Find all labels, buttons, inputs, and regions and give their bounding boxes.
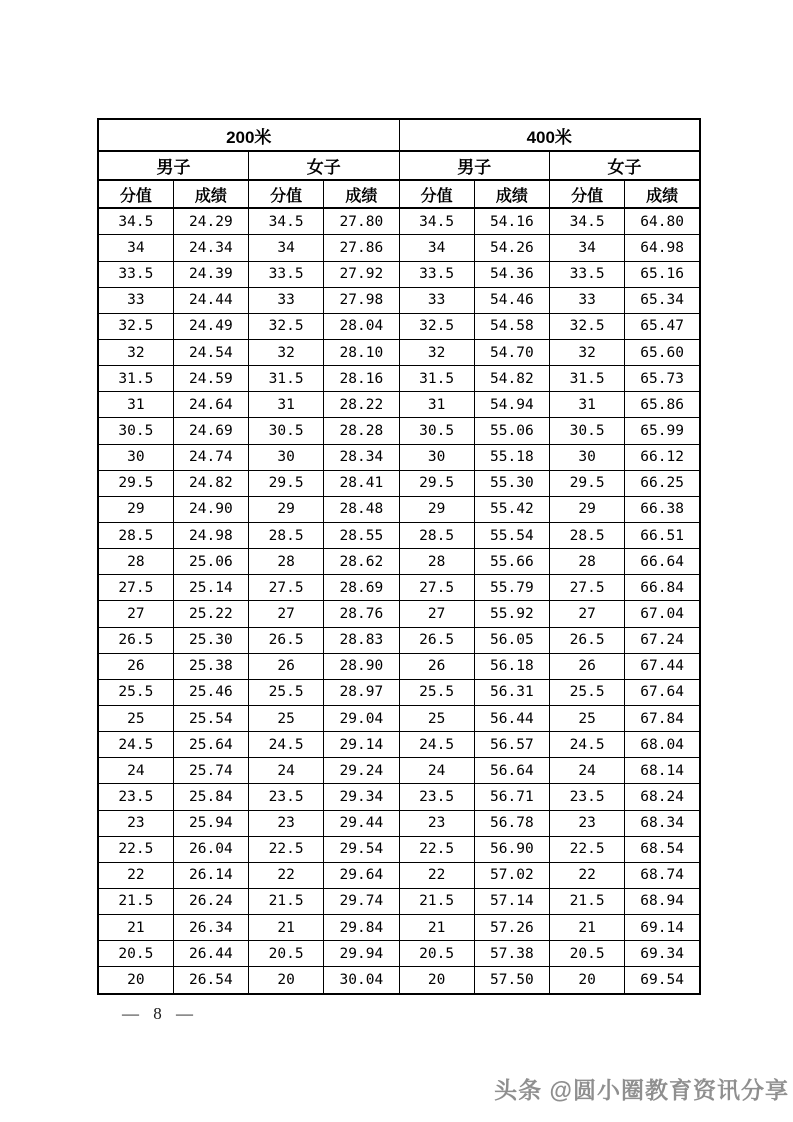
col-header-time: 成绩 bbox=[625, 180, 700, 208]
score-cell: 30.5 bbox=[399, 418, 474, 444]
table-row bbox=[98, 235, 700, 261]
score-cell: 30 bbox=[399, 444, 474, 470]
table-row bbox=[98, 627, 700, 653]
score-cell: 29.5 bbox=[399, 470, 474, 496]
score-cell: 26.5 bbox=[249, 627, 324, 653]
time-cell: 26.54 bbox=[173, 967, 248, 994]
time-cell: 30.04 bbox=[324, 967, 399, 994]
time-cell: 25.14 bbox=[173, 575, 248, 601]
score-cell: 22.5 bbox=[249, 836, 324, 862]
score-cell: 27.5 bbox=[249, 575, 324, 601]
score-cell: 22.5 bbox=[98, 836, 173, 862]
table-row bbox=[98, 915, 700, 941]
score-cell: 24 bbox=[550, 758, 625, 784]
score-cell: 26 bbox=[98, 653, 173, 679]
score-cell: 21.5 bbox=[249, 888, 324, 914]
score-cell: 21 bbox=[550, 915, 625, 941]
score-cell: 21 bbox=[399, 915, 474, 941]
time-cell: 55.79 bbox=[474, 575, 549, 601]
time-cell: 55.42 bbox=[474, 496, 549, 522]
score-cell: 29 bbox=[399, 496, 474, 522]
score-cell: 29.5 bbox=[249, 470, 324, 496]
col-header-score: 分值 bbox=[249, 180, 324, 208]
score-cell: 22 bbox=[399, 862, 474, 888]
score-cell: 26.5 bbox=[550, 627, 625, 653]
time-cell: 67.44 bbox=[625, 653, 700, 679]
time-cell: 56.44 bbox=[474, 705, 549, 731]
time-cell: 54.58 bbox=[474, 313, 549, 339]
score-cell: 21 bbox=[98, 915, 173, 941]
time-cell: 28.04 bbox=[324, 313, 399, 339]
score-cell: 20.5 bbox=[249, 941, 324, 967]
score-cell: 34.5 bbox=[249, 208, 324, 235]
table-row bbox=[98, 392, 700, 418]
score-cell: 20 bbox=[399, 967, 474, 994]
table-row bbox=[98, 522, 700, 548]
score-cell: 33.5 bbox=[399, 261, 474, 287]
time-cell: 27.98 bbox=[324, 287, 399, 313]
score-cell: 32 bbox=[249, 339, 324, 365]
time-cell: 29.24 bbox=[324, 758, 399, 784]
time-cell: 65.60 bbox=[625, 339, 700, 365]
time-cell: 24.39 bbox=[173, 261, 248, 287]
time-cell: 54.82 bbox=[474, 366, 549, 392]
score-cell: 27 bbox=[249, 601, 324, 627]
time-cell: 29.84 bbox=[324, 915, 399, 941]
gender-header-200m-female: 女子 bbox=[249, 151, 400, 180]
time-cell: 65.47 bbox=[625, 313, 700, 339]
time-cell: 57.26 bbox=[474, 915, 549, 941]
gender-header-row bbox=[98, 151, 700, 180]
time-cell: 56.90 bbox=[474, 836, 549, 862]
time-cell: 27.92 bbox=[324, 261, 399, 287]
score-cell: 25 bbox=[550, 705, 625, 731]
score-cell: 33.5 bbox=[550, 261, 625, 287]
score-cell: 34.5 bbox=[550, 208, 625, 235]
table-row bbox=[98, 888, 700, 914]
score-cell: 25.5 bbox=[98, 679, 173, 705]
time-cell: 55.54 bbox=[474, 522, 549, 548]
score-cell: 20 bbox=[98, 967, 173, 994]
table-row bbox=[98, 941, 700, 967]
score-cell: 27 bbox=[399, 601, 474, 627]
time-cell: 65.16 bbox=[625, 261, 700, 287]
score-cell: 30 bbox=[98, 444, 173, 470]
event-header-row bbox=[98, 119, 700, 151]
table-row bbox=[98, 339, 700, 365]
score-cell: 21 bbox=[249, 915, 324, 941]
time-cell: 28.34 bbox=[324, 444, 399, 470]
time-cell: 68.24 bbox=[625, 784, 700, 810]
col-header-score: 分值 bbox=[98, 180, 173, 208]
time-cell: 67.84 bbox=[625, 705, 700, 731]
score-cell: 32.5 bbox=[98, 313, 173, 339]
col-header-time: 成绩 bbox=[324, 180, 399, 208]
score-cell: 33.5 bbox=[98, 261, 173, 287]
time-cell: 25.54 bbox=[173, 705, 248, 731]
table-row bbox=[98, 810, 700, 836]
time-cell: 24.54 bbox=[173, 339, 248, 365]
time-cell: 24.49 bbox=[173, 313, 248, 339]
time-cell: 25.46 bbox=[173, 679, 248, 705]
table-row bbox=[98, 470, 700, 496]
time-cell: 24.34 bbox=[173, 235, 248, 261]
score-cell: 34 bbox=[399, 235, 474, 261]
score-cell: 31 bbox=[249, 392, 324, 418]
time-cell: 25.74 bbox=[173, 758, 248, 784]
table-row bbox=[98, 653, 700, 679]
score-cell: 29.5 bbox=[550, 470, 625, 496]
time-cell: 27.86 bbox=[324, 235, 399, 261]
score-cell: 31.5 bbox=[399, 366, 474, 392]
score-cell: 33 bbox=[249, 287, 324, 313]
score-cell: 31.5 bbox=[550, 366, 625, 392]
score-cell: 32 bbox=[399, 339, 474, 365]
time-cell: 55.66 bbox=[474, 549, 549, 575]
score-cell: 27.5 bbox=[550, 575, 625, 601]
score-cell: 20.5 bbox=[550, 941, 625, 967]
score-cell: 22.5 bbox=[399, 836, 474, 862]
time-cell: 29.64 bbox=[324, 862, 399, 888]
score-cell: 33.5 bbox=[249, 261, 324, 287]
col-header-score: 分值 bbox=[550, 180, 625, 208]
time-cell: 29.34 bbox=[324, 784, 399, 810]
watermark: 头条 @圆小圈教育资讯分享 bbox=[494, 1077, 789, 1103]
table-row bbox=[98, 496, 700, 522]
time-cell: 68.34 bbox=[625, 810, 700, 836]
score-cell: 25.5 bbox=[550, 679, 625, 705]
score-cell: 24 bbox=[98, 758, 173, 784]
time-cell: 28.10 bbox=[324, 339, 399, 365]
score-cell: 33 bbox=[98, 287, 173, 313]
score-cell: 30.5 bbox=[550, 418, 625, 444]
table-row bbox=[98, 549, 700, 575]
score-cell: 30 bbox=[550, 444, 625, 470]
time-cell: 64.80 bbox=[625, 208, 700, 235]
col-header-time: 成绩 bbox=[173, 180, 248, 208]
score-cell: 25.5 bbox=[399, 679, 474, 705]
time-cell: 28.76 bbox=[324, 601, 399, 627]
gender-header-400m-female: 女子 bbox=[550, 151, 701, 180]
time-cell: 24.74 bbox=[173, 444, 248, 470]
score-cell: 31.5 bbox=[249, 366, 324, 392]
table-row bbox=[98, 732, 700, 758]
score-cell: 20.5 bbox=[399, 941, 474, 967]
time-cell: 26.44 bbox=[173, 941, 248, 967]
score-cell: 29.5 bbox=[98, 470, 173, 496]
time-cell: 25.06 bbox=[173, 549, 248, 575]
time-cell: 29.44 bbox=[324, 810, 399, 836]
score-cell: 28.5 bbox=[550, 522, 625, 548]
column-header-row bbox=[98, 180, 700, 208]
time-cell: 65.73 bbox=[625, 366, 700, 392]
time-cell: 27.80 bbox=[324, 208, 399, 235]
time-cell: 68.94 bbox=[625, 888, 700, 914]
time-cell: 24.69 bbox=[173, 418, 248, 444]
score-cell: 29 bbox=[98, 496, 173, 522]
time-cell: 56.71 bbox=[474, 784, 549, 810]
score-cell: 23 bbox=[249, 810, 324, 836]
table-body bbox=[98, 208, 700, 994]
time-cell: 25.94 bbox=[173, 810, 248, 836]
event-header-400m: 400米 bbox=[399, 119, 700, 151]
time-cell: 29.04 bbox=[324, 705, 399, 731]
table-row bbox=[98, 287, 700, 313]
score-cell: 34 bbox=[550, 235, 625, 261]
score-cell: 29 bbox=[249, 496, 324, 522]
time-cell: 25.38 bbox=[173, 653, 248, 679]
score-cell: 22 bbox=[550, 862, 625, 888]
table-row bbox=[98, 418, 700, 444]
score-cell: 32.5 bbox=[399, 313, 474, 339]
score-cell: 25 bbox=[399, 705, 474, 731]
time-cell: 28.48 bbox=[324, 496, 399, 522]
score-cell: 28 bbox=[550, 549, 625, 575]
score-cell: 33 bbox=[399, 287, 474, 313]
score-cell: 34.5 bbox=[399, 208, 474, 235]
score-cell: 31.5 bbox=[98, 366, 173, 392]
time-cell: 28.97 bbox=[324, 679, 399, 705]
score-cell: 28.5 bbox=[98, 522, 173, 548]
score-cell: 27.5 bbox=[399, 575, 474, 601]
score-cell: 21.5 bbox=[550, 888, 625, 914]
score-cell: 24 bbox=[249, 758, 324, 784]
time-cell: 64.98 bbox=[625, 235, 700, 261]
time-cell: 24.98 bbox=[173, 522, 248, 548]
table-row bbox=[98, 758, 700, 784]
score-cell: 34 bbox=[98, 235, 173, 261]
score-cell: 22 bbox=[249, 862, 324, 888]
score-cell: 32.5 bbox=[249, 313, 324, 339]
score-cell: 28.5 bbox=[249, 522, 324, 548]
time-cell: 55.06 bbox=[474, 418, 549, 444]
table-row bbox=[98, 208, 700, 235]
gender-header-400m-male: 男子 bbox=[399, 151, 550, 180]
score-cell: 24.5 bbox=[399, 732, 474, 758]
col-header-time: 成绩 bbox=[474, 180, 549, 208]
score-cell: 24 bbox=[399, 758, 474, 784]
time-cell: 28.69 bbox=[324, 575, 399, 601]
time-cell: 28.90 bbox=[324, 653, 399, 679]
score-cell: 23.5 bbox=[98, 784, 173, 810]
time-cell: 29.94 bbox=[324, 941, 399, 967]
time-cell: 68.04 bbox=[625, 732, 700, 758]
score-cell: 26 bbox=[249, 653, 324, 679]
score-cell: 31 bbox=[399, 392, 474, 418]
score-cell: 28 bbox=[399, 549, 474, 575]
score-cell: 23.5 bbox=[399, 784, 474, 810]
score-cell: 34 bbox=[249, 235, 324, 261]
time-cell: 57.02 bbox=[474, 862, 549, 888]
time-cell: 24.44 bbox=[173, 287, 248, 313]
time-cell: 28.55 bbox=[324, 522, 399, 548]
table-row bbox=[98, 601, 700, 627]
score-cell: 27 bbox=[550, 601, 625, 627]
score-cell: 24.5 bbox=[550, 732, 625, 758]
score-cell: 25.5 bbox=[249, 679, 324, 705]
score-cell: 26 bbox=[550, 653, 625, 679]
score-cell: 28 bbox=[249, 549, 324, 575]
time-cell: 26.34 bbox=[173, 915, 248, 941]
time-cell: 28.22 bbox=[324, 392, 399, 418]
score-cell: 24.5 bbox=[249, 732, 324, 758]
score-cell: 31 bbox=[98, 392, 173, 418]
score-cell: 23 bbox=[399, 810, 474, 836]
score-cell: 22.5 bbox=[550, 836, 625, 862]
score-cell: 30.5 bbox=[249, 418, 324, 444]
time-cell: 28.16 bbox=[324, 366, 399, 392]
time-cell: 67.04 bbox=[625, 601, 700, 627]
time-cell: 57.38 bbox=[474, 941, 549, 967]
score-cell: 33 bbox=[550, 287, 625, 313]
score-cell: 23.5 bbox=[249, 784, 324, 810]
time-cell: 29.54 bbox=[324, 836, 399, 862]
time-cell: 54.94 bbox=[474, 392, 549, 418]
time-cell: 28.28 bbox=[324, 418, 399, 444]
table-row bbox=[98, 705, 700, 731]
score-cell: 26.5 bbox=[399, 627, 474, 653]
time-cell: 56.31 bbox=[474, 679, 549, 705]
time-cell: 66.51 bbox=[625, 522, 700, 548]
score-cell: 29 bbox=[550, 496, 625, 522]
score-cell: 30.5 bbox=[98, 418, 173, 444]
time-cell: 56.78 bbox=[474, 810, 549, 836]
score-cell: 24.5 bbox=[98, 732, 173, 758]
score-cell: 32 bbox=[98, 339, 173, 365]
score-cell: 25 bbox=[249, 705, 324, 731]
time-cell: 57.14 bbox=[474, 888, 549, 914]
time-cell: 66.25 bbox=[625, 470, 700, 496]
score-cell: 20.5 bbox=[98, 941, 173, 967]
score-cell: 21.5 bbox=[98, 888, 173, 914]
time-cell: 54.46 bbox=[474, 287, 549, 313]
table-row bbox=[98, 313, 700, 339]
score-table bbox=[97, 118, 701, 995]
table-row bbox=[98, 862, 700, 888]
time-cell: 66.12 bbox=[625, 444, 700, 470]
table-row bbox=[98, 444, 700, 470]
time-cell: 56.18 bbox=[474, 653, 549, 679]
time-cell: 56.64 bbox=[474, 758, 549, 784]
time-cell: 28.83 bbox=[324, 627, 399, 653]
time-cell: 25.22 bbox=[173, 601, 248, 627]
col-header-score: 分值 bbox=[399, 180, 474, 208]
score-cell: 21.5 bbox=[399, 888, 474, 914]
time-cell: 67.24 bbox=[625, 627, 700, 653]
score-cell: 26.5 bbox=[98, 627, 173, 653]
score-cell: 31 bbox=[550, 392, 625, 418]
time-cell: 24.90 bbox=[173, 496, 248, 522]
time-cell: 67.64 bbox=[625, 679, 700, 705]
time-cell: 54.36 bbox=[474, 261, 549, 287]
score-cell: 32.5 bbox=[550, 313, 625, 339]
table-row bbox=[98, 366, 700, 392]
time-cell: 56.57 bbox=[474, 732, 549, 758]
time-cell: 69.14 bbox=[625, 915, 700, 941]
time-cell: 68.54 bbox=[625, 836, 700, 862]
score-cell: 22 bbox=[98, 862, 173, 888]
time-cell: 56.05 bbox=[474, 627, 549, 653]
time-cell: 68.74 bbox=[625, 862, 700, 888]
time-cell: 26.04 bbox=[173, 836, 248, 862]
score-cell: 26 bbox=[399, 653, 474, 679]
time-cell: 24.29 bbox=[173, 208, 248, 235]
page-number: — 8 — bbox=[122, 1004, 198, 1023]
score-cell: 28 bbox=[98, 549, 173, 575]
score-cell: 34.5 bbox=[98, 208, 173, 235]
time-cell: 54.26 bbox=[474, 235, 549, 261]
gender-header-200m-male: 男子 bbox=[98, 151, 249, 180]
time-cell: 25.64 bbox=[173, 732, 248, 758]
table-row bbox=[98, 784, 700, 810]
score-cell: 27 bbox=[98, 601, 173, 627]
time-cell: 55.92 bbox=[474, 601, 549, 627]
table-row bbox=[98, 836, 700, 862]
score-cell: 28.5 bbox=[399, 522, 474, 548]
score-cell: 23 bbox=[98, 810, 173, 836]
table-row bbox=[98, 575, 700, 601]
score-cell: 32 bbox=[550, 339, 625, 365]
time-cell: 29.14 bbox=[324, 732, 399, 758]
time-cell: 28.41 bbox=[324, 470, 399, 496]
time-cell: 65.86 bbox=[625, 392, 700, 418]
time-cell: 26.14 bbox=[173, 862, 248, 888]
score-cell: 20 bbox=[249, 967, 324, 994]
time-cell: 66.84 bbox=[625, 575, 700, 601]
time-cell: 24.59 bbox=[173, 366, 248, 392]
time-cell: 69.54 bbox=[625, 967, 700, 994]
time-cell: 57.50 bbox=[474, 967, 549, 994]
time-cell: 25.84 bbox=[173, 784, 248, 810]
table-row bbox=[98, 967, 700, 994]
time-cell: 66.38 bbox=[625, 496, 700, 522]
time-cell: 55.18 bbox=[474, 444, 549, 470]
time-cell: 54.70 bbox=[474, 339, 549, 365]
time-cell: 69.34 bbox=[625, 941, 700, 967]
score-cell: 25 bbox=[98, 705, 173, 731]
score-cell: 23 bbox=[550, 810, 625, 836]
time-cell: 66.64 bbox=[625, 549, 700, 575]
event-header-200m: 200米 bbox=[98, 119, 399, 151]
time-cell: 65.99 bbox=[625, 418, 700, 444]
table-row bbox=[98, 261, 700, 287]
time-cell: 65.34 bbox=[625, 287, 700, 313]
score-cell: 20 bbox=[550, 967, 625, 994]
time-cell: 28.62 bbox=[324, 549, 399, 575]
time-cell: 68.14 bbox=[625, 758, 700, 784]
time-cell: 55.30 bbox=[474, 470, 549, 496]
time-cell: 29.74 bbox=[324, 888, 399, 914]
table-row bbox=[98, 679, 700, 705]
time-cell: 26.24 bbox=[173, 888, 248, 914]
score-cell: 23.5 bbox=[550, 784, 625, 810]
score-cell: 30 bbox=[249, 444, 324, 470]
time-cell: 24.82 bbox=[173, 470, 248, 496]
score-cell: 27.5 bbox=[98, 575, 173, 601]
time-cell: 54.16 bbox=[474, 208, 549, 235]
time-cell: 25.30 bbox=[173, 627, 248, 653]
time-cell: 24.64 bbox=[173, 392, 248, 418]
